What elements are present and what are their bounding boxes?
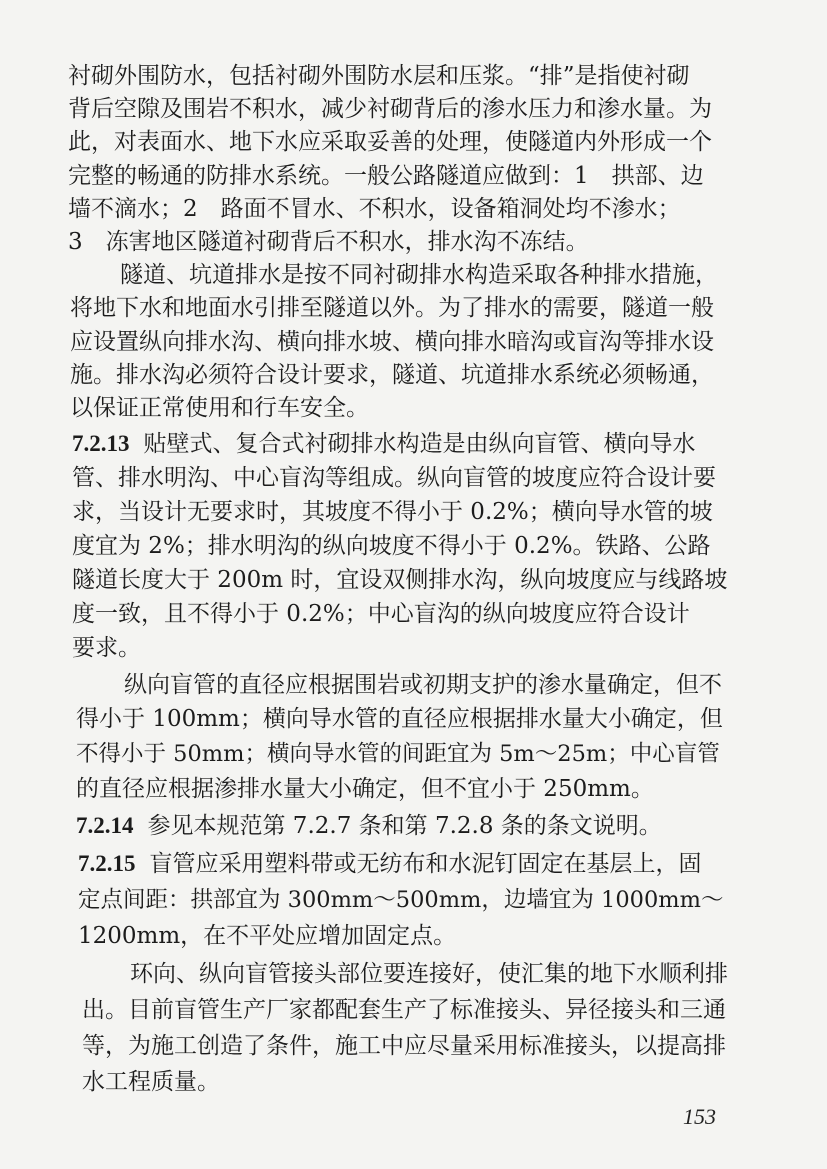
- clause-number: 7.2.15: [78, 851, 136, 876]
- text-line: 将地下水和地面水引排至隧道以外。为了排水的需要，隧道一般: [70, 295, 714, 321]
- text-line: 墙不滴水；2 路面不冒水、不积水，设备箱洞处均不渗水；: [68, 196, 681, 222]
- text-line: 水工程质量。: [82, 1069, 220, 1095]
- page-number: 153: [683, 1104, 716, 1129]
- text-line: 背后空隙及围岩不积水，减少衬砌背后的渗水压力和渗水量。为: [68, 96, 712, 122]
- clause-text: 盲管应采用塑料带或无纺布和水泥钉固定在基层上，固: [149, 851, 702, 877]
- text-line: 隧道、坑道排水是按不同衬砌排水构造采取各种排水措施，: [120, 262, 718, 288]
- text-line: 求，当设计无要求时，其坡度不得小于 0.2%；横向导水管的坡: [72, 499, 713, 525]
- text-line: 衬砌外围防水，包括衬砌外围防水层和压浆。“排”是指使衬砌: [68, 63, 690, 89]
- text-line: 此，对表面水、地下水应采取妥善的处理，使隧道内外形成一个: [68, 129, 712, 155]
- text-line: 管、排水明沟、中心盲沟等组成。纵向盲管的坡度应符合设计要: [72, 465, 716, 491]
- text-line: 度一致，且不得小于 0.2%；中心盲沟的纵向坡度应符合设计: [72, 601, 690, 627]
- text-line: 应设置纵向排水沟、横向排水坡、横向排水暗沟或盲沟等排水设: [70, 329, 714, 355]
- clause-number: 7.2.14: [76, 813, 134, 838]
- clause-number: 7.2.13: [72, 431, 130, 456]
- text-line: 以保证正常使用和行车安全。: [70, 395, 369, 421]
- text-line: [72, 428, 696, 460]
- text-line: 环向、纵向盲管接头部位要连接好，使汇集的地下水顺利排: [130, 961, 728, 987]
- text-line: 施。排水沟必须符合设计要求，隧道、坑道排水系统必须畅通，: [70, 362, 714, 388]
- text-line: 定点间距：拱部宜为 300mm～500mm，边墙宜为 1000mm～: [78, 887, 724, 913]
- clause-text: 贴壁式、复合式衬砌排水构造是由纵向盲管、横向导水: [143, 431, 696, 457]
- clause-text: 参见本规范第 7.2.7 条和第 7.2.8 条的条文说明。: [147, 813, 662, 839]
- text-line: 1200mm，在不平处应增加固定点。: [78, 923, 457, 949]
- text-line: 出。目前盲管生产厂家都配套生产了标准接头、异径接头和三通: [82, 997, 726, 1023]
- text-line: 的直径应根据渗排水量大小确定，但不宜小于 250mm。: [76, 776, 654, 802]
- text-line: 完整的畅通的防排水系统。一般公路隧道应做到：1 拱部、边: [68, 163, 704, 189]
- text-line: [78, 848, 702, 880]
- text-line: 要求。: [72, 635, 141, 661]
- text-line: [76, 810, 662, 842]
- text-line: 隧道长度大于 200m 时，宜设双侧排水沟，纵向坡度应与线路坡: [72, 567, 728, 593]
- text-line: 得小于 100mm；横向导水管的直径应根据排水量大小确定，但: [76, 706, 723, 732]
- text-line: 不得小于 50mm；横向导水管的间距宜为 5m～25m；中心盲管: [76, 741, 720, 767]
- text-line: 度宜为 2%；排水明沟的纵向坡度不得小于 0.2%。铁路、公路: [72, 533, 711, 559]
- text-line: 3 冻害地区隧道衬砌背后不积水，排水沟不冻结。: [68, 229, 589, 255]
- text-line: 等，为施工创造了条件，施工中应尽量采用标准接头，以提高排: [82, 1033, 726, 1059]
- text-line: 纵向盲管的直径应根据围岩或初期支护的渗水量确定，但不: [124, 672, 722, 698]
